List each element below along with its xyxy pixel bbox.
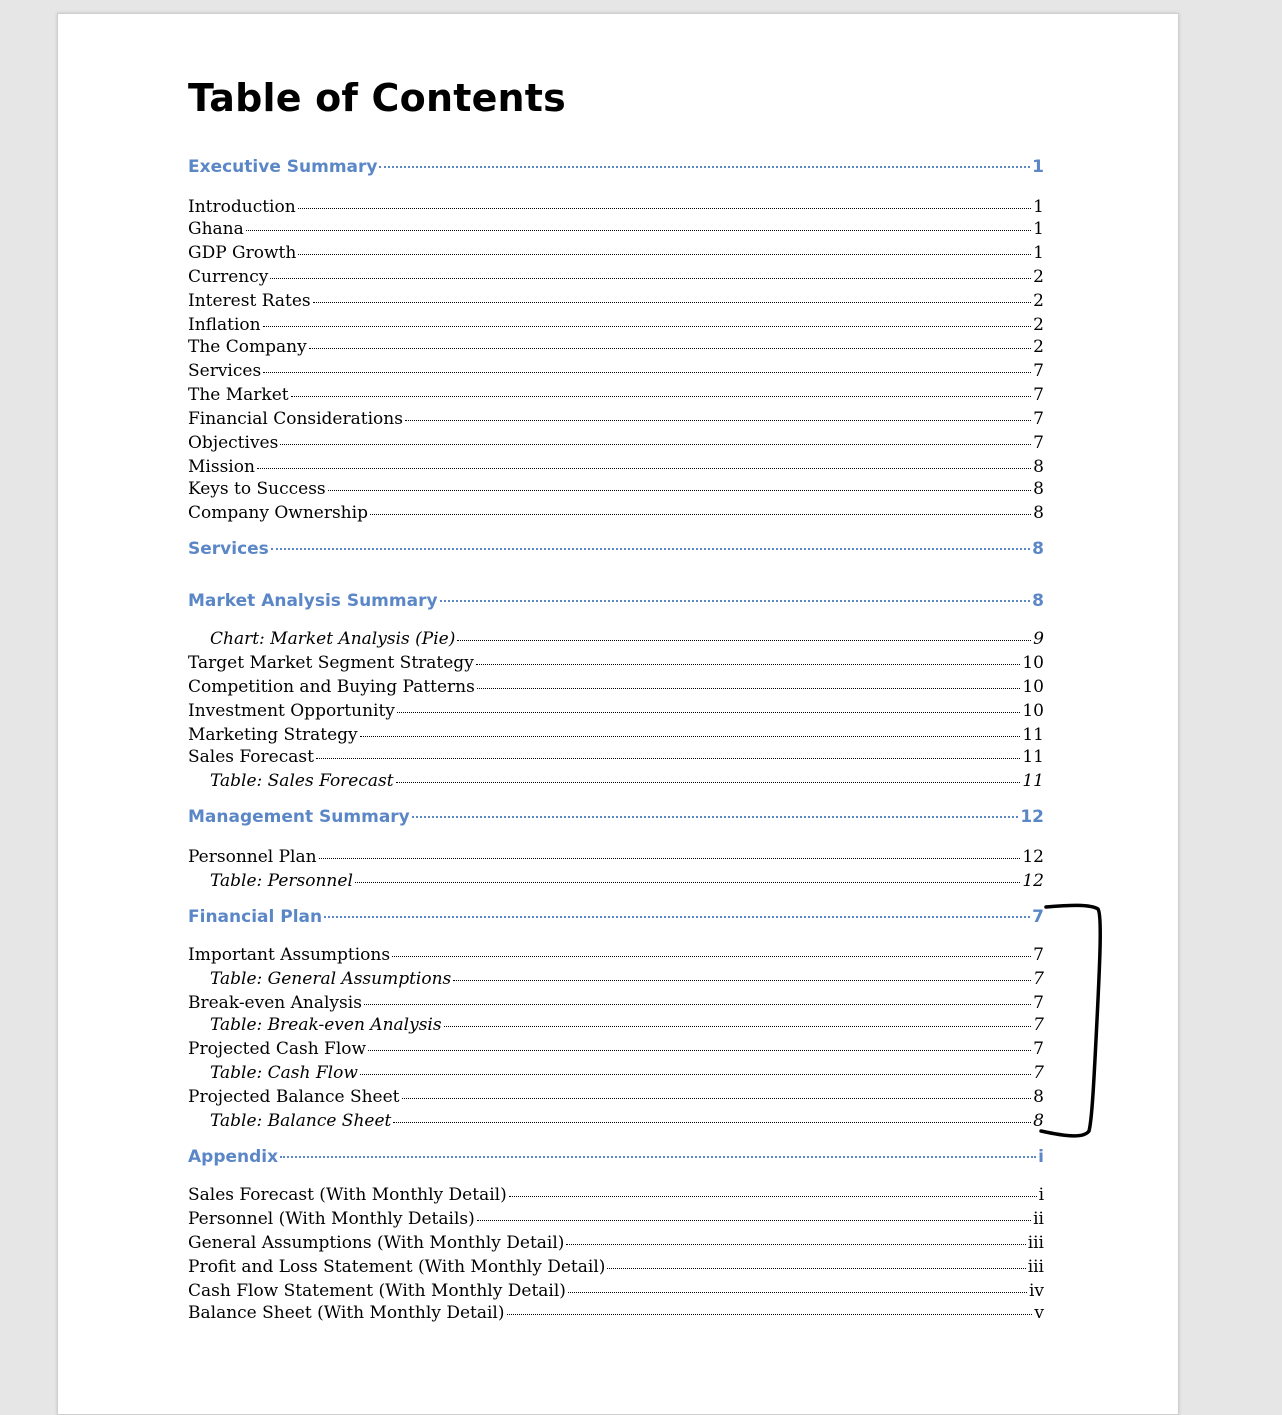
toc-entry[interactable]: [188, 267, 1044, 291]
dot-leader: [402, 1098, 1032, 1099]
dot-leader: [444, 1026, 1032, 1027]
toc-entry-label: Executive Summary: [188, 157, 378, 177]
toc-entry[interactable]: [188, 243, 1044, 267]
dot-leader: [328, 490, 1032, 491]
dot-leader: [379, 166, 1030, 168]
toc-entry[interactable]: [188, 385, 1044, 409]
dot-leader: [477, 1220, 1031, 1221]
toc-page-number: 8: [1033, 479, 1044, 499]
toc-entry-label: Table: Balance Sheet: [210, 1111, 392, 1131]
dot-leader: [298, 208, 1032, 209]
toc-subentry[interactable]: [210, 1111, 1044, 1135]
toc-page-number: 11: [1022, 771, 1044, 791]
dot-leader: [412, 816, 1019, 818]
dot-leader: [568, 1292, 1027, 1293]
dot-leader: [316, 758, 1020, 759]
dot-leader: [360, 736, 1021, 737]
toc-page-number: 2: [1033, 337, 1044, 357]
toc-entry[interactable]: [188, 701, 1044, 725]
toc-entry-label: Target Market Segment Strategy: [188, 653, 474, 673]
toc-subentry[interactable]: [210, 771, 1044, 795]
toc-entry-label: Balance Sheet (With Monthly Detail): [188, 1303, 505, 1323]
toc-page-number: 2: [1033, 315, 1044, 335]
toc-page-number: v: [1034, 1303, 1044, 1323]
toc-page-number: 1: [1032, 157, 1044, 177]
toc-entry[interactable]: [188, 409, 1044, 433]
toc-page-number: 7: [1033, 1015, 1044, 1035]
dot-leader: [246, 230, 1031, 231]
toc-entry[interactable]: [188, 479, 1044, 503]
toc-entry-label: Important Assumptions: [188, 945, 391, 965]
dot-leader: [355, 882, 1020, 883]
toc-page-number: iv: [1028, 1281, 1044, 1301]
toc-page-number: 8: [1033, 503, 1044, 523]
toc-page-number: 8: [1032, 539, 1044, 559]
toc-entry-label: Mission: [188, 457, 255, 477]
dot-leader: [397, 712, 1020, 713]
dot-leader: [291, 396, 1032, 397]
toc-entry-label: Marketing Strategy: [188, 725, 358, 745]
toc-page-number: 7: [1033, 969, 1044, 989]
toc-page-number: 1: [1033, 219, 1044, 239]
dot-leader: [257, 468, 1031, 469]
toc-entry[interactable]: [188, 1087, 1044, 1111]
page-title: Table of Contents: [188, 76, 566, 120]
dot-leader: [405, 420, 1031, 421]
toc-entry[interactable]: [188, 653, 1044, 677]
toc-entry-label: Chart: Market Analysis (Pie): [210, 629, 456, 649]
toc-entry[interactable]: [188, 1281, 1044, 1305]
toc-entry[interactable]: [188, 1257, 1044, 1281]
toc-page-number: 7: [1033, 1039, 1044, 1059]
dot-leader: [263, 372, 1031, 373]
toc-entry-label: Projected Balance Sheet: [188, 1087, 400, 1107]
dot-leader: [393, 1122, 1031, 1123]
dot-leader: [477, 688, 1021, 689]
toc-page-number: i: [1038, 1185, 1044, 1205]
toc-page-number: iii: [1027, 1257, 1044, 1277]
dot-leader: [368, 1050, 1031, 1051]
toc-page-number: ii: [1033, 1209, 1044, 1229]
toc-entry[interactable]: [188, 503, 1044, 527]
toc-page-number: 7: [1033, 1063, 1044, 1083]
toc-entry-label: Sales Forecast: [188, 747, 314, 767]
toc-entry-label: The Company: [188, 337, 307, 357]
dot-leader: [392, 956, 1031, 957]
toc-entry-label: The Market: [188, 385, 289, 405]
toc-page-number: 12: [1022, 847, 1044, 867]
toc-page-number: 7: [1033, 433, 1044, 453]
toc-page-number: 7: [1033, 945, 1044, 965]
toc-page-number: 10: [1022, 653, 1044, 673]
toc-subentry[interactable]: [210, 969, 1044, 993]
dot-leader: [270, 278, 1031, 279]
toc-entry[interactable]: [188, 847, 1044, 871]
toc-page-number: 10: [1022, 677, 1044, 697]
dot-leader: [271, 548, 1030, 550]
toc-section-heading[interactable]: [188, 157, 1044, 181]
toc-subentry[interactable]: [210, 1063, 1044, 1087]
toc-entry-label: Projected Cash Flow: [188, 1039, 367, 1059]
toc-page-number: 7: [1033, 361, 1044, 381]
toc-page-number: 7: [1033, 409, 1044, 429]
toc-entry-label: Financial Plan: [188, 907, 323, 927]
toc-page-number: 8: [1033, 1087, 1044, 1107]
toc-page-number: i: [1038, 1147, 1044, 1167]
toc-entry-label: Market Analysis Summary: [188, 591, 438, 611]
toc-entry[interactable]: [188, 291, 1044, 315]
toc-entry-label: Table: Cash Flow: [210, 1063, 358, 1083]
toc-entry-label: GDP Growth: [188, 243, 297, 263]
toc-entry-label: Investment Opportunity: [188, 701, 395, 721]
toc-entry-label: Personnel Plan: [188, 847, 317, 867]
dot-leader: [509, 1196, 1037, 1197]
toc-page-number: 10: [1022, 701, 1044, 721]
toc-page-number: 7: [1033, 385, 1044, 405]
dot-leader: [566, 1244, 1025, 1245]
toc-page-number: 1: [1033, 243, 1044, 263]
toc-entry[interactable]: [188, 315, 1044, 339]
toc-entry-label: Keys to Success: [188, 479, 326, 499]
toc-entry-label: Interest Rates: [188, 291, 311, 311]
dot-leader: [396, 782, 1021, 783]
dot-leader: [324, 916, 1030, 918]
toc-entry-label: Objectives: [188, 433, 279, 453]
toc-entry-label: Profit and Loss Statement (With Monthly Detail): [188, 1257, 606, 1277]
dot-leader: [440, 600, 1031, 602]
toc-entry-label: Inflation: [188, 315, 261, 335]
toc-section-heading[interactable]: [188, 591, 1044, 615]
toc-entry-label: Table: Sales Forecast: [210, 771, 394, 791]
dot-leader: [507, 1314, 1033, 1315]
toc-entry-label: Competition and Buying Patterns: [188, 677, 475, 697]
dot-leader: [280, 444, 1031, 445]
dot-leader: [364, 1004, 1031, 1005]
dot-leader: [319, 858, 1021, 859]
toc-entry-label: Sales Forecast (With Monthly Detail): [188, 1185, 507, 1205]
toc-subentry[interactable]: [210, 871, 1044, 895]
toc-entry[interactable]: [188, 1233, 1044, 1257]
toc-entry[interactable]: [188, 457, 1044, 481]
toc-entry-label: Table: General Assumptions: [210, 969, 452, 989]
toc-entry-label: Break-even Analysis: [188, 993, 362, 1013]
dot-leader: [607, 1268, 1025, 1269]
toc-page-number: 1: [1033, 197, 1044, 217]
toc-entry-label: Financial Considerations: [188, 409, 403, 429]
toc-entry-label: Introduction: [188, 197, 296, 217]
toc-entry-label: Company Ownership: [188, 503, 368, 523]
toc-entry[interactable]: [188, 219, 1044, 243]
dot-leader: [476, 664, 1021, 665]
dot-leader: [298, 254, 1031, 255]
toc-entry-label: Personnel (With Monthly Details): [188, 1209, 475, 1229]
toc-section-heading[interactable]: [188, 907, 1044, 931]
toc-entry-label: General Assumptions (With Monthly Detail): [188, 1233, 565, 1253]
toc-page-number: 11: [1022, 725, 1044, 745]
toc-entry[interactable]: [188, 361, 1044, 385]
toc-entry-label: Management Summary: [188, 807, 410, 827]
toc-section-heading[interactable]: [188, 1147, 1044, 1171]
dot-leader: [370, 514, 1031, 515]
toc-page-number: 11: [1022, 747, 1044, 767]
toc-entry[interactable]: [188, 433, 1044, 457]
toc-entry[interactable]: [188, 1185, 1044, 1209]
toc-entry[interactable]: [188, 747, 1044, 771]
toc-entry[interactable]: [188, 1303, 1044, 1327]
toc-entry-label: Services: [188, 361, 262, 381]
dot-leader: [360, 1074, 1031, 1075]
toc-entry-label: Table: Personnel: [210, 871, 353, 891]
toc-section-heading[interactable]: [188, 807, 1044, 831]
toc-page-number: 12: [1022, 871, 1044, 891]
dot-leader: [457, 640, 1031, 641]
toc-page-number: 12: [1020, 807, 1044, 827]
toc-subentry[interactable]: [210, 1015, 1044, 1039]
toc-entry-label: Ghana: [188, 219, 244, 239]
dot-leader: [280, 1156, 1036, 1158]
toc-page-number: 8: [1033, 1111, 1044, 1131]
dot-leader: [453, 980, 1031, 981]
toc-entry[interactable]: [188, 725, 1044, 749]
toc-page-number: 2: [1033, 267, 1044, 287]
toc-entry-label: Cash Flow Statement (With Monthly Detail): [188, 1281, 566, 1301]
toc-entry-label: Currency: [188, 267, 269, 287]
toc-page-number: 7: [1033, 993, 1044, 1013]
toc-entry[interactable]: [188, 337, 1044, 361]
toc-entry[interactable]: [188, 1039, 1044, 1063]
toc-entry[interactable]: [188, 197, 1044, 221]
toc-entry-label: Services: [188, 539, 269, 559]
toc-entry[interactable]: [188, 677, 1044, 701]
toc-entry[interactable]: [188, 945, 1044, 969]
toc-page-number: 8: [1032, 591, 1044, 611]
toc-page-number: 9: [1033, 629, 1044, 649]
toc-entry-label: Table: Break-even Analysis: [210, 1015, 442, 1035]
dot-leader: [263, 326, 1032, 327]
toc-entry[interactable]: [188, 1209, 1044, 1233]
toc-page-number: 7: [1032, 907, 1044, 927]
toc-section-heading[interactable]: [188, 539, 1044, 563]
toc-entry-label: Appendix: [188, 1147, 279, 1167]
toc-page-number: iii: [1027, 1233, 1044, 1253]
toc-page-number: 8: [1033, 457, 1044, 477]
toc-subentry[interactable]: [210, 629, 1044, 653]
toc-entry[interactable]: [188, 993, 1044, 1017]
toc-page-number: 2: [1033, 291, 1044, 311]
dot-leader: [309, 348, 1031, 349]
dot-leader: [313, 302, 1032, 303]
